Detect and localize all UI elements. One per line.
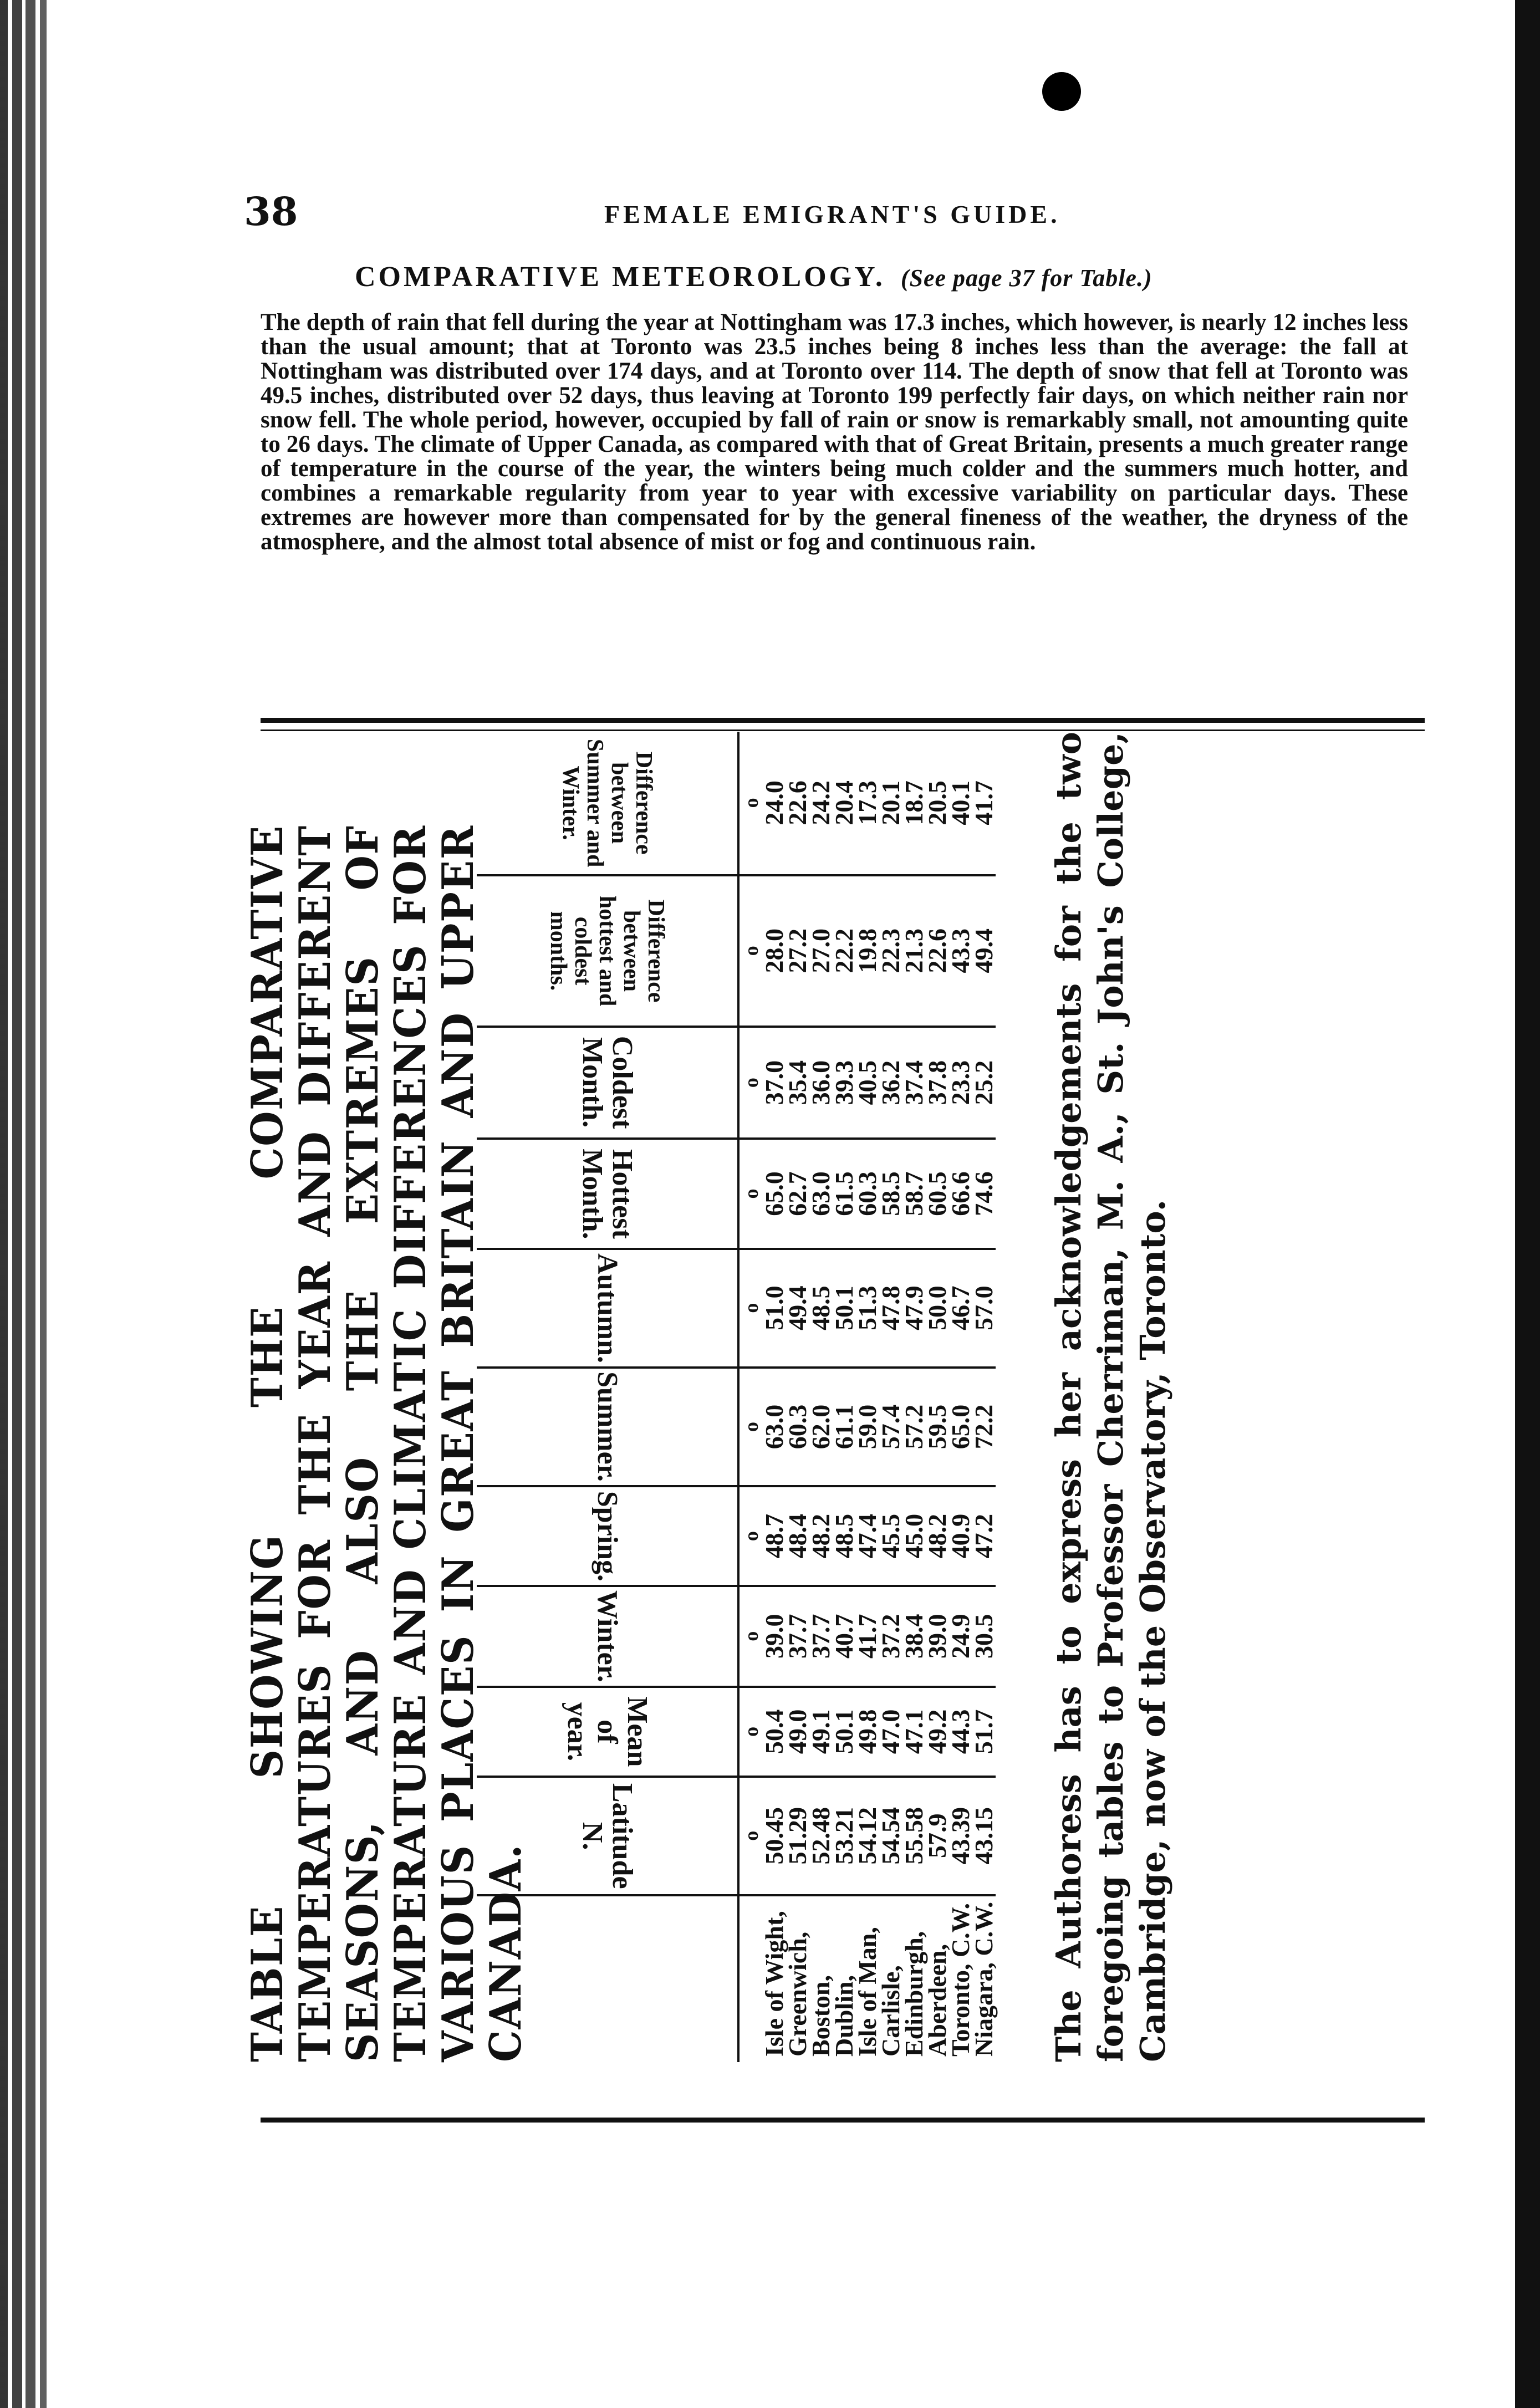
column-header-2 — [477, 1687, 738, 1777]
degree-mark: o — [738, 1368, 763, 1487]
value-cell: 51.3 — [856, 1249, 879, 1368]
value-cell: 57.0 — [972, 1249, 996, 1368]
degree-mark: o — [738, 1687, 763, 1777]
temperature-table — [477, 732, 996, 2062]
degree-mark: o — [738, 1139, 763, 1248]
value-cell: 37.7 — [786, 1586, 809, 1687]
value-cell: 37.4 — [902, 1027, 926, 1139]
column-header-label: Autumn. — [591, 1253, 623, 1363]
column-header-9 — [477, 875, 738, 1027]
value-cell: 36.0 — [809, 1027, 833, 1139]
column-header-3 — [477, 1586, 738, 1687]
value-cell: 50.1 — [833, 1687, 856, 1777]
degree-mark: o — [738, 1249, 763, 1368]
rule-top-thin — [261, 729, 1425, 731]
value-cell: 48.2 — [809, 1486, 833, 1585]
place-name-cell: Isle of Man, — [853, 1927, 881, 2057]
value-cell: 43.15 — [972, 1777, 996, 1895]
running-head: FEMALE EMIGRANT'S GUIDE. — [604, 200, 1060, 228]
value-cell: 49.4 — [972, 875, 996, 1027]
column-header-5 — [477, 1368, 738, 1487]
rotated-table-block — [242, 732, 1540, 2062]
acknowledgement-text: The Authoress has to express her acknowledgements for the two foregoing tables to Professor Cherriman, M. A., St. John's College, Cambridge, now of the Observatory, Toronto. — [1048, 732, 1173, 2062]
value-cell: 47.8 — [879, 1249, 902, 1368]
value-cell: 25.2 — [972, 1027, 996, 1139]
column-header-label: Summer. — [591, 1371, 623, 1482]
value-cell: 41.7 — [972, 732, 996, 875]
value-cell: 50.0 — [926, 1249, 949, 1368]
value-cell: 47.9 — [902, 1249, 926, 1368]
table-row — [786, 732, 809, 2062]
value-cell: 49.8 — [856, 1687, 879, 1777]
value-cell: 48.5 — [833, 1486, 856, 1585]
value-cell: 51.0 — [763, 1249, 786, 1368]
value-cell: 39.0 — [926, 1586, 949, 1687]
column-header-4 — [477, 1486, 738, 1585]
value-cell: 38.4 — [902, 1586, 926, 1687]
place-name-cell: Isle of Wight, — [760, 1911, 788, 2057]
value-cell: 49.0 — [786, 1687, 809, 1777]
table-reference: (See page 37 for Table.) — [900, 264, 1153, 292]
value-cell: 36.2 — [879, 1027, 902, 1139]
value-cell: 60.3 — [786, 1368, 809, 1487]
value-cell: 28.0 — [763, 875, 786, 1027]
degree-mark: o — [738, 1777, 763, 1895]
rule-top-thick — [261, 718, 1425, 723]
value-cell: 40.7 — [833, 1586, 856, 1687]
table-row — [972, 732, 996, 2062]
value-cell: 40.9 — [949, 1486, 972, 1585]
table-title: TABLE SHOWING THE COMPARATIVE TEMPERATURES FOR THE YEAR AND DIFFERENT SEASONS, AND ALSO THE EXTREMES OF TEMPERATURE AND CLIMATIC DIFFERENCES FOR VARIOUS PLACES IN GREAT BRITAIN AND UPPER CANADA. — [242, 825, 531, 2062]
value-cell: 21.3 — [902, 875, 926, 1027]
column-header-label: Mean of year. — [562, 1696, 653, 1767]
value-cell: 54.12 — [856, 1777, 879, 1895]
table-row — [926, 732, 949, 2062]
degree-mark: o — [738, 1027, 763, 1139]
scan-edge-left — [0, 0, 75, 2408]
value-cell: 60.5 — [926, 1139, 949, 1248]
value-cell: 43.3 — [949, 875, 972, 1027]
meteorology-paragraph: The depth of rain that fell during the year at Nottingham was 17.3 inches, which however, is nearly 12 inches less than the usual amount; that at Toronto was 23.5 inches being 8 inches less than the average: the fall at Nottingham was distributed over 174 days, and at Toronto over 114. The depth of snow that fell at Toronto was 49.5 inches, distributed over 52 days, thus leaving at Toronto 199 perfectly fair days, on which neither rain nor snow fell. The whole period, however, occupied by fall of rain or snow is remarkably small, not amounting quite to 26 days. The climate of Upper Canada, as compared with that of Great Britain, presents a much greater range of temperature in the course of the year, the winters being much colder and the summers much hotter, and combines a remarkable regularity from year to year with excessive variability on particular days. These extremes are however more than compensated for by the general fineness of the weather, the dryness of the atmosphere, and the almost total absence of mist or fog and continuous rain. — [261, 309, 1408, 555]
degree-mark: o — [738, 1486, 763, 1585]
value-cell: 66.6 — [949, 1139, 972, 1248]
value-cell: 65.0 — [949, 1368, 972, 1487]
degree-mark — [738, 1895, 763, 2062]
column-header-0 — [477, 1895, 738, 2062]
value-cell: 47.1 — [902, 1687, 926, 1777]
value-cell: 37.2 — [879, 1586, 902, 1687]
degree-mark: o — [738, 875, 763, 1027]
place-name-cell: Toronto, C.W. — [946, 1903, 975, 2057]
value-cell: 62.0 — [809, 1368, 833, 1487]
value-cell: 45.5 — [879, 1486, 902, 1585]
value-cell: 57.4 — [879, 1368, 902, 1487]
value-cell: 17.3 — [856, 732, 879, 875]
value-cell: 50.4 — [763, 1687, 786, 1777]
value-cell: 63.0 — [763, 1368, 786, 1487]
table-row — [902, 732, 926, 2062]
value-cell: 48.7 — [763, 1486, 786, 1585]
value-cell: 37.7 — [809, 1586, 833, 1687]
value-cell: 47.0 — [879, 1687, 902, 1777]
place-name-cell: Dublin, — [830, 1975, 858, 2057]
value-cell: 18.7 — [902, 732, 926, 875]
table-row — [833, 732, 856, 2062]
value-cell: 45.0 — [902, 1486, 926, 1585]
place-name-cell: Edinburgh, — [900, 1931, 928, 2057]
value-cell: 59.0 — [856, 1368, 879, 1487]
column-header-6 — [477, 1249, 738, 1368]
value-cell: 20.1 — [879, 732, 902, 875]
value-cell: 54.54 — [879, 1777, 902, 1895]
value-cell: 22.6 — [926, 875, 949, 1027]
column-header-label: Latitude N. — [577, 1783, 638, 1889]
degree-mark: o — [738, 732, 763, 875]
value-cell: 49.4 — [786, 1249, 809, 1368]
section-title: COMPARATIVE METEOROLOGY. — [355, 261, 885, 293]
value-cell: 30.5 — [972, 1586, 996, 1687]
value-cell: 24.9 — [949, 1586, 972, 1687]
value-cell: 46.7 — [949, 1249, 972, 1368]
table-row — [856, 732, 879, 2062]
column-header-label: Difference between hottest and coldest months. — [545, 895, 669, 1007]
value-cell: 41.7 — [856, 1586, 879, 1687]
value-cell: 51.29 — [786, 1777, 809, 1895]
value-cell: 65.0 — [763, 1139, 786, 1248]
column-header-label: Coldest Month. — [577, 1036, 638, 1129]
value-cell: 49.1 — [809, 1687, 833, 1777]
value-cell: 24.0 — [763, 732, 786, 875]
column-header-label: Difference between Summer and Winter. — [558, 738, 656, 868]
value-cell: 39.0 — [763, 1586, 786, 1687]
table-body — [738, 732, 996, 2062]
degree-mark: o — [738, 1586, 763, 1687]
value-cell: 61.1 — [833, 1368, 856, 1487]
value-cell: 57.2 — [902, 1368, 926, 1487]
column-header-1 — [477, 1777, 738, 1895]
value-cell: 24.2 — [809, 732, 833, 875]
value-cell: 52.48 — [809, 1777, 833, 1895]
column-header-label: Winter. — [591, 1590, 623, 1682]
value-cell: 39.3 — [833, 1027, 856, 1139]
value-cell: 48.2 — [926, 1486, 949, 1585]
value-cell: 35.4 — [786, 1027, 809, 1139]
rule-bottom — [261, 2118, 1425, 2123]
table-header-row — [477, 732, 738, 2062]
value-cell: 48.4 — [786, 1486, 809, 1585]
value-cell: 72.2 — [972, 1368, 996, 1487]
value-cell: 40.5 — [856, 1027, 879, 1139]
value-cell: 22.2 — [833, 875, 856, 1027]
value-cell: 37.0 — [763, 1027, 786, 1139]
place-name-cell: Carlisle, — [876, 1965, 905, 2057]
value-cell: 49.2 — [926, 1687, 949, 1777]
column-header-7 — [477, 1139, 738, 1248]
value-cell: 47.4 — [856, 1486, 879, 1585]
value-cell: 50.1 — [833, 1249, 856, 1368]
value-cell: 43.39 — [949, 1777, 972, 1895]
value-cell: 40.1 — [949, 732, 972, 875]
section-heading — [355, 261, 1353, 293]
value-cell: 51.7 — [972, 1687, 996, 1777]
value-cell: 50.45 — [763, 1777, 786, 1895]
value-cell: 47.2 — [972, 1486, 996, 1585]
column-header-label: Spring. — [591, 1491, 623, 1581]
place-name-cell: Boston, — [807, 1975, 835, 2057]
value-cell: 27.2 — [786, 875, 809, 1027]
value-cell: 61.5 — [833, 1139, 856, 1248]
place-name-cell: Niagara, C.W. — [970, 1901, 998, 2057]
value-cell: 59.5 — [926, 1368, 949, 1487]
value-cell: 53.21 — [833, 1777, 856, 1895]
value-cell: 37.8 — [926, 1027, 949, 1139]
table-row — [763, 732, 786, 2062]
column-header-label: Hottest Month. — [577, 1148, 638, 1239]
value-cell: 55.58 — [902, 1777, 926, 1895]
value-cell: 62.7 — [786, 1139, 809, 1248]
value-cell: 60.3 — [856, 1139, 879, 1248]
column-header-10 — [477, 732, 738, 875]
value-cell: 23.3 — [949, 1027, 972, 1139]
value-cell: 22.3 — [879, 875, 902, 1027]
value-cell: 27.0 — [809, 875, 833, 1027]
table-row — [949, 732, 972, 2062]
value-cell: 58.5 — [879, 1139, 902, 1248]
value-cell: 63.0 — [809, 1139, 833, 1248]
value-cell: 19.8 — [856, 875, 879, 1027]
value-cell: 20.4 — [833, 732, 856, 875]
value-cell: 44.3 — [949, 1687, 972, 1777]
table-row — [879, 732, 902, 2062]
value-cell: 57.9 — [926, 1777, 949, 1895]
column-header-8 — [477, 1027, 738, 1139]
value-cell: 22.6 — [786, 732, 809, 875]
value-cell: 48.5 — [809, 1249, 833, 1368]
table-row — [809, 732, 833, 2062]
place-name-cell: Greenwich, — [783, 1931, 812, 2057]
punch-hole-mark — [1042, 72, 1081, 111]
place-name-cell: Aberdeen, — [923, 1943, 951, 2057]
value-cell: 58.7 — [902, 1139, 926, 1248]
degree-units-row — [738, 732, 763, 2062]
value-cell: 20.5 — [926, 732, 949, 875]
page-number: 38 — [244, 188, 298, 234]
value-cell: 74.6 — [972, 1139, 996, 1248]
